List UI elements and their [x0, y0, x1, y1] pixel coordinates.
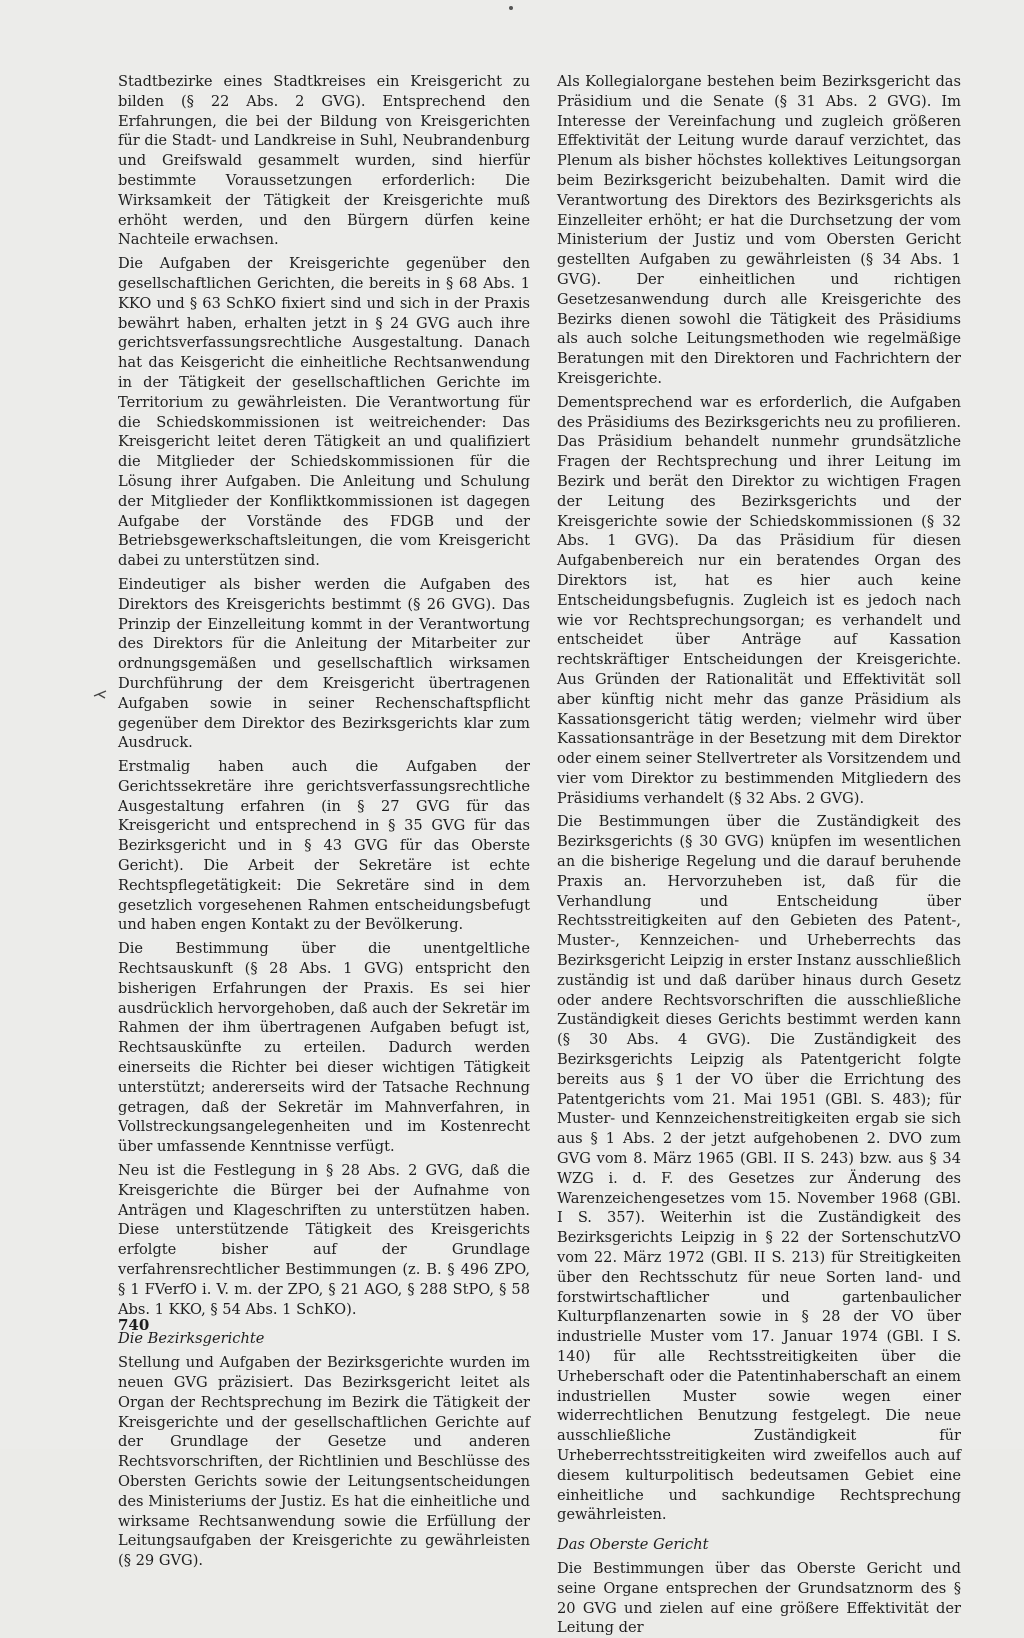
paragraph: Die Bestimmung über die unentgeltliche Rechtsauskunft (§ 28 Abs. 1 GVG) entspricht den bisherigen Erfahrungen der Praxis. Es sei hier ausdrücklich hervorgehoben, daß auch der Sekretär im Rahmen der ihm übertragenen Aufgaben befugt ist, Rechtsauskünfte zu erteilen. Dadurch werden einerseits die Richter bei dieser wichtigen Tätigkeit unterstützt; andererseits wird der Tatsache Rechnung getragen, daß der Sekretär im Mahnverfahren, in Vollstreckungsangelegenheiten und im Kostenrecht über umfassende Kenntnisse verfügt.: [118, 940, 530, 1156]
margin-pencil-mark: [92, 682, 112, 702]
right-column: [557, 72, 961, 1638]
section-heading: Die Bezirksgerichte: [118, 1330, 265, 1348]
paragraph: Neu ist die Festlegung in § 28 Abs. 2 GVG, daß die Kreisgerichte die Bürger bei der Aufnahme von Anträgen und Klageschriften zu unterstützen haben. Diese unterstützende Tätigkeit des Kreisgerichts erfolgte bisher auf der Grundlage verfahrensrechtlicher Bestimmungen (z. B. § 496 ZPO, § 1 FVerfO i. V. m. der ZPO, § 21 AGO, § 288 StPO, § 58 Abs. 1 KKO, § 54 Abs. 1 SchKO).: [118, 1162, 530, 1318]
paragraph: Stadtbezirke eines Stadtkreises ein Kreisgericht zu bilden (§ 22 Abs. 2 GVG). Entsprechend den Erfahrungen, die bei der Bildung von Kreisgerichten für die Stadt- und Landkreise in Suhl, Neubrandenburg und Greifswald gesammelt wurden, sind hierfür bestimmte Voraussetzungen erforderlich: Die Wirksamkeit der Tätigkeit der Kreisgerichte muß erhöht werden, und den Bürgern dürfen keine Nachteile erwachsen.: [118, 73, 530, 249]
paragraph: Dementsprechend war es erforderlich, die Aufgaben des Präsidiums des Bezirksgerichts neu zu profilieren. Das Präsidium behandelt nunmehr grundsätzliche Fragen der Rechtsprechung und ihrer Leitung im Bezirk und berät den Direktor zu wichtigen Fragen der Leitung des Bezirksgerichts und der Kreisgerichte sowie der Schiedskommissionen (§ 32 Abs. 1 GVG). Da das Präsidium für diesen Aufgabenbereich nur ein beratendes Organ des Direktors ist, hat es hier auch keine Entscheidungsbefugnis. Zugleich ist es jedoch nach wie vor Rechtsprechungsorgan; es verhandelt und entscheidet über Anträge auf Kassation rechtskräftiger Entscheidungen der Kreisgerichte. Aus Gründen der Rationalität und Effektivität soll aber künftig nicht mehr das ganze Präsidium als Kassationsgericht tätig werden; vielmehr wird über Kassationsanträge in der Besetzung mit dem Direktor oder einem seiner Stellvertreter als Vorsitzendem und vier vom Direktor zu bestimmenden Mitgliedern des Präsidiums verhandelt (§ 32 Abs. 2 GVG).: [557, 393, 961, 807]
left-column: [118, 72, 530, 1571]
paragraph: Erstmalig haben auch die Aufgaben der Gerichtssekretäre ihre gerichtsverfassungsrechtliche Ausgestaltung erfahren (in § 27 GVG für das Kreisgericht und entsprechend in § 35 GVG für das Bezirksgericht und in § 43 GVG für das Oberste Gericht). Die Arbeit der Sekretäre ist echte Rechtspflegetätigkeit: Die Sekretäre sind in dem gesetzlich vorgesehenen Rahmen entscheidungsbefugt und haben engen Kontakt zu der Bevölkerung.: [118, 758, 530, 934]
paragraph: Eindeutiger als bisher werden die Aufgaben des Direktors des Kreisgerichts bestimmt (§ 26 GVG). Das Prinzip der Einzelleitung kommt in der Verantwortung des Direktors für die Anleitung der Mitarbeiter zur ordnungsgemäßen und gesellschaftlich wirksamen Durchführung der dem Kreisgericht übertragenen Aufgaben sowie in seiner Rechenschaftspflicht gegenüber dem Direktor des Bezirksgerichts klar zum Ausdruck.: [118, 575, 530, 752]
ink-dot: [509, 6, 513, 10]
paragraph: Die Bestimmungen über das Oberste Gericht und seine Organe entsprechen der Grundsatznorm des § 20 GVG und zielen auf eine größere Effektivität der Leitung der: [557, 1559, 961, 1637]
paragraph: Als Kollegialorgane bestehen beim Bezirksgericht das Präsidium und die Senate (§ 31 Abs. 2 GVG). Im Interesse der Vereinfachung und zugleich größeren Effektivität der Leitung wurde darauf verzichtet, das Plenum als bisher höchstes kollektives Leitungsorgan beim Bezirksgericht beizubehalten. Damit wird die Verantwortung des Direktors des Bezirksgerichts als Einzelleiter erhöht; er hat die Durchsetzung der vom Ministerium der Justiz und vom Obersten Gericht gestellten Aufgaben zu gewährleisten (§ 34 Abs. 1 GVG). Der einheitlichen und richtigen Gesetzesanwendung durch alle Kreisgerichte des Bezirks dienen sowohl die Tätigkeit des Präsidiums als auch solche Leitungsmethoden wie regelmäßige Beratungen mit den Direktoren und Fachrichtern der Kreisgerichte.: [557, 73, 961, 387]
paragraph: Die Bestimmungen über die Zuständigkeit des Bezirksgerichts (§ 30 GVG) knüpfen im wesentlichen an die bisherige Regelung und die darauf beruhende Praxis an. Hervorzuheben ist, daß für die Verhandlung und Entscheidung über Rechtsstreitigkeiten auf den Gebieten des Patent-, Muster-, Kennzeichen- und Urheberrechts das Bezirksgericht Leipzig in erster Instanz ausschließlich zuständig ist und daß darüber hinaus durch Gesetz oder andere Rechtsvorschriften die ausschließliche Zuständigkeit dieses Gerichts bestimmt werden kann (§ 30 Abs. 4 GVG). Die Zuständigkeit des Bezirksgerichts Leipzig als Patentgericht folgte bereits aus § 1 der VO über die Errichtung des Patentgerichts vom 21. Mai 1951 (GBl. S. 483); für Muster- und Kennzeichenstreitigkeiten ergab sie sich aus § 1 Abs. 2 der jetzt aufgehobenen 2. DVO zum GVG vom 8. März 1965 (GBl. II S. 243) bzw. aus § 34 WZG i. d. F. des Gesetzes zur Änderung des Warenzeichengesetzes vom 15. November 1968 (GBl. I S. 357). Weiterhin ist die Zuständigkeit des Bezirksgerichts Leipzig in § 22 der SortenschutzVO vom 22. März 1972 (GBl. II S. 213) für Streitigkeiten über den Rechtsschutz für neue Sorten land- und forstwirtschaftlicher und gartenbaulicher Kulturpflanzenarten sowie in § 28 der VO über industrielle Muster vom 17. Januar 1974 (GBl. I S. 140) für alle Rechtsstreitigkeiten über die Urheberschaft oder die Patentinhaberschaft an einem industriellen Muster sowie wegen einer widerrechtlichen Benutzung festgelegt. Die neue ausschließliche Zuständigkeit für Urheberrechtsstreitigkeiten wird zweifellos auch auf diesem kulturpolitisch bedeutsamen Gebiet eine einheitliche und sachkundige Rechtsprechung gewährleisten.: [557, 813, 961, 1524]
section-heading: Das Oberste Gericht: [557, 1536, 709, 1554]
paragraph: Die Aufgaben der Kreisgerichte gegenüber den gesellschaftlichen Gerichten, die bereits in § 68 Abs. 1 KKO und § 63 SchKO fixiert sind und sich in der Praxis bewährt haben, erhalten jetzt in § 24 GVG auch ihre gerichtsverfassungsrechtliche Ausgestaltung. Danach hat das Keisgericht die einheitliche Rechtsanwendung in der Tätigkeit der gesellschaftlichen Gerichte im Territorium zu gewährleisten. Die Verantwortung für die Schiedskommissionen ist weitreichender: Das Kreisgericht leitet deren Tätigkeit an und qualifiziert die Mitglieder der Schiedskommissionen für die Lösung ihrer Aufgaben. Die Anleitung und Schulung der Mitglieder der Konfliktkommissionen ist dagegen Aufgabe der Vorstände des FDGB und der Betriebsgewerkschaftsleitungen, die vom Kreisgericht dabei zu unterstützen sind.: [118, 255, 530, 570]
paragraph: Stellung und Aufgaben der Bezirksgerichte wurden im neuen GVG präzisiert. Das Bezirksgericht leitet als Organ der Rechtsprechung im Bezirk die Tätigkeit der Kreisgerichte und der gesellschaftlichen Gerichte auf der Grundlage der Gesetze und anderen Rechtsvorschriften, der Richtlinien und Beschlüsse des Obersten Gerichts sowie der Leitungsentscheidungen des Ministeriums der Justiz. Es hat die einheitliche und wirksame Rechtsanwendung sowie die Erfüllung der Leitungsaufgaben der Kreisgerichte zu gewährleisten (§ 29 GVG).: [118, 1354, 530, 1570]
page-number: 740: [118, 1316, 150, 1334]
